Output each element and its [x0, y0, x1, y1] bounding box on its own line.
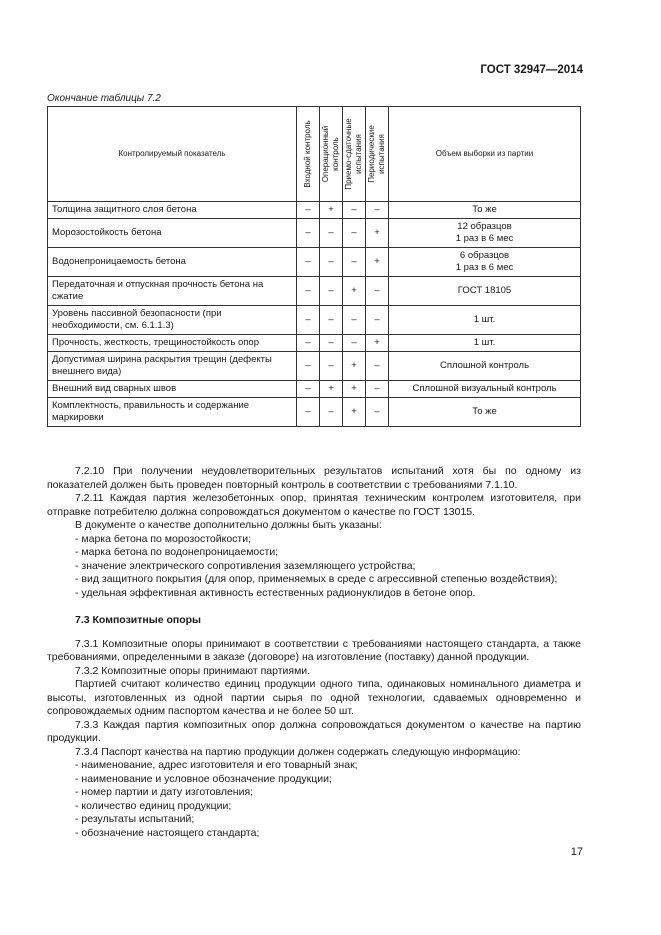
- cell-mark: –: [297, 277, 320, 306]
- list-item: - вид защитного покрытия (для опор, применяемых в среде с агрессивной степенью воздействия);: [75, 573, 558, 585]
- table-row: [48, 352, 581, 381]
- cell-mark: +: [366, 248, 389, 277]
- cell-sample-size: Сплошной визуальный контроль: [389, 381, 581, 398]
- cell-mark: +: [320, 381, 343, 398]
- cell-mark: +: [366, 219, 389, 248]
- list-item: - марка бетона по водонепроницаемости;: [75, 546, 279, 558]
- cell-sample-size: Сплошной контроль: [389, 352, 581, 381]
- header-periodic: Периодические испытания: [366, 107, 389, 202]
- header-acceptance: Приемо-сдаточные испытания: [343, 107, 366, 202]
- section-heading: 7.3 Композитные опоры: [75, 614, 202, 626]
- paragraph-7-3-2: 7.3.2 Композитные опоры принимают партиями.: [75, 664, 311, 677]
- table-row: [48, 202, 581, 219]
- table-row: [48, 335, 581, 352]
- table-row: [48, 219, 581, 248]
- cell-mark: –: [366, 352, 389, 381]
- cell-mark: –: [297, 202, 320, 219]
- cell-sample-size: 12 образцов 1 раз в 6 мес: [389, 219, 581, 248]
- cell-mark: –: [297, 219, 320, 248]
- cell-mark: +: [366, 335, 389, 352]
- table-row: [48, 277, 581, 306]
- cell-mark: –: [366, 381, 389, 398]
- cell-mark: –: [366, 306, 389, 335]
- cell-indicator: Уровень пассивной безопасности (при необходимости, см. 6.1.1.3): [48, 306, 297, 335]
- cell-mark: +: [343, 352, 366, 381]
- cell-mark: –: [366, 277, 389, 306]
- cell-indicator: Прочность, жесткость, трещиностойкость опор: [48, 335, 297, 352]
- control-table: [47, 106, 581, 427]
- paragraph-7-2-11: 7.2.11 Каждая партия железобетонных опор, принятая техническим контролем изготовителя, при отправке потребителю должна сопровождаться документом о качестве по ГОСТ 13015.: [47, 492, 581, 518]
- cell-sample-size: ГОСТ 18105: [389, 277, 581, 306]
- text-body: [47, 465, 581, 840]
- paragraph-7-3-3: 7.3.3 Каждая партия композитных опор должна сопровождаться документом о качестве на партию продукции.: [47, 718, 581, 744]
- cell-mark: +: [343, 398, 366, 427]
- list-item: - количество единиц продукции;: [75, 799, 232, 812]
- cell-mark: –: [366, 398, 389, 427]
- list-item: - обозначение настоящего стандарта;: [75, 826, 260, 839]
- cell-mark: –: [320, 277, 343, 306]
- list-item: - результаты испытаний;: [75, 813, 195, 825]
- cell-mark: –: [320, 335, 343, 352]
- header-sample-size: Объем выборки из партии: [389, 107, 581, 202]
- table-row: [48, 248, 581, 277]
- header-operational: Операционный контроль: [320, 107, 343, 202]
- table-row: [48, 381, 581, 398]
- table-header-row: [48, 107, 581, 202]
- cell-mark: +: [343, 381, 366, 398]
- cell-mark: –: [320, 398, 343, 427]
- cell-mark: +: [343, 277, 366, 306]
- table-caption: Окончание таблицы 7.2: [47, 93, 161, 104]
- table-row: [48, 306, 581, 335]
- cell-indicator: Водонепроницаемость бетона: [48, 248, 297, 277]
- cell-sample-size: То же: [389, 398, 581, 427]
- cell-mark: –: [297, 398, 320, 427]
- cell-mark: –: [320, 248, 343, 277]
- list-item: - наименование, адрес изготовителя и его товарный знак;: [75, 759, 358, 771]
- cell-indicator: Толщина защитного слоя бетона: [48, 202, 297, 219]
- list-item: - марка бетона по морозостойкости;: [75, 532, 252, 545]
- cell-mark: +: [320, 202, 343, 219]
- cell-mark: –: [297, 381, 320, 398]
- cell-sample-size: 1 шт.: [389, 335, 581, 352]
- cell-mark: –: [297, 335, 320, 352]
- cell-mark: –: [297, 352, 320, 381]
- doc-intro: В документе о качестве дополнительно должны быть указаны:: [75, 519, 382, 531]
- paragraph-7-3-4: 7.3.4 Паспорт качества на партию продукции должен содержать следующую информацию:: [75, 745, 521, 758]
- cell-indicator: Комплектность, правильность и содержание маркировки: [48, 398, 297, 427]
- cell-indicator: Морозостойкость бетона: [48, 219, 297, 248]
- cell-mark: –: [343, 306, 366, 335]
- cell-mark: –: [320, 219, 343, 248]
- cell-mark: –: [297, 248, 320, 277]
- cell-mark: –: [343, 335, 366, 352]
- table-row: [48, 398, 581, 427]
- cell-mark: –: [343, 219, 366, 248]
- list-item: - наименование и условное обозначение продукции;: [75, 772, 332, 785]
- cell-sample-size: 6 образцов 1 раз в 6 мес: [389, 248, 581, 277]
- cell-sample-size: То же: [389, 202, 581, 219]
- paragraph-7-3-1: 7.3.1 Композитные опоры принимают в соответствии с требованиями настоящего стандарта, а также требованиями, определенными в заказе (договоре) на изготовление (поставку) данной продукции.: [47, 637, 581, 663]
- cell-mark: –: [343, 248, 366, 277]
- cell-mark: –: [297, 306, 320, 335]
- page-number: 17: [570, 846, 583, 858]
- paragraph-party: Партией считают количество единиц продукции одного типа, одинаковых номинального диаметра и высоты, изготовленных из одной партии сырья по одной технологии, сдаваемых одновременно и сопровождаемых одним паспортом качества и не более 50 шт.: [47, 678, 581, 717]
- header-incoming: Входной контроль: [297, 107, 320, 202]
- list-item: - значение электрического сопротивления заземляющего устройства;: [75, 559, 416, 572]
- cell-sample-size: 1 шт.: [389, 306, 581, 335]
- cell-mark: –: [343, 202, 366, 219]
- header-indicator: Контролируемый показатель: [48, 107, 297, 202]
- cell-indicator: Допустимая ширина раскрытия трещин (дефекты внешнего вида): [48, 352, 297, 381]
- cell-indicator: Передаточная и отпускная прочность бетона на сжатие: [48, 277, 297, 306]
- paragraph-7-2-10: 7.2.10 При получении неудовлетворительных результатов испытаний хотя бы по одному из показателей должен быть проведен повторный контроль в соответствии с требованиями 7.1.10.: [47, 465, 581, 491]
- cell-mark: –: [320, 306, 343, 335]
- cell-mark: –: [320, 352, 343, 381]
- cell-indicator: Внешний вид сварных швов: [48, 381, 297, 398]
- cell-mark: –: [366, 202, 389, 219]
- list-item: - удельная эффективная активность естественных радионуклидов в бетоне опор.: [75, 586, 476, 599]
- list-item: - номер партии и дату изготовления;: [75, 786, 254, 798]
- standard-number: ГОСТ 32947—2014: [480, 64, 583, 76]
